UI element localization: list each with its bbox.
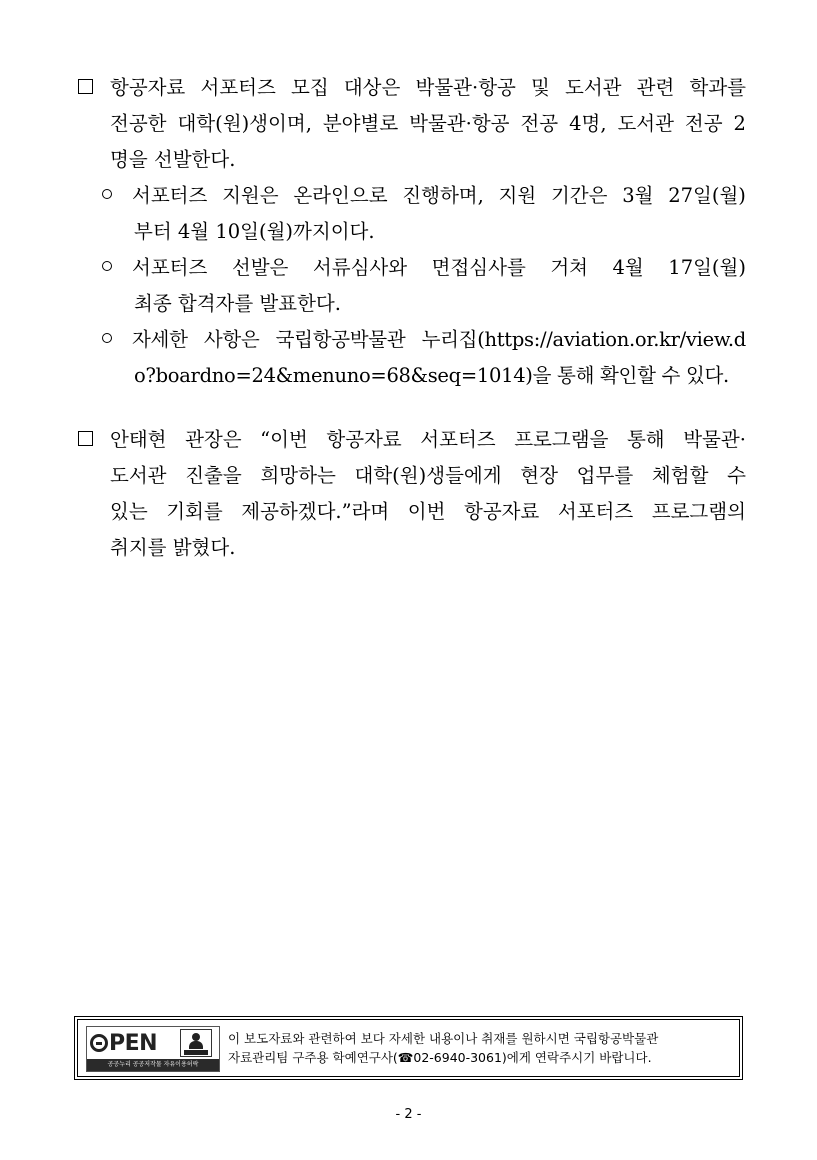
text-line: 전공한 대학(원)생이며, 분야별로 박물관·항공 전공 4명, 도서관 전공 2 bbox=[110, 112, 746, 135]
text-line: 서포터즈 지원은 온라인으로 진행하며, 지원 기간은 3월 27일(월) bbox=[132, 184, 746, 207]
text-line: 항공자료 서포터즈 모집 대상은 박물관·항공 및 도서관 관련 학과를 bbox=[110, 76, 746, 99]
circle-bullet-icon bbox=[102, 333, 112, 343]
text-line: 명을 선발한다. bbox=[110, 148, 236, 171]
open-logo bbox=[90, 1030, 172, 1058]
open-label: PEN bbox=[109, 1031, 158, 1056]
circle-bullet-icon bbox=[102, 261, 112, 271]
square-bullet-icon bbox=[78, 79, 93, 94]
square-bullet-icon bbox=[78, 431, 93, 446]
page-number: - 2 - bbox=[395, 1107, 422, 1122]
text-line: 부터 4월 10일(월)까지이다. bbox=[134, 220, 375, 243]
footer-contact-text bbox=[228, 1029, 658, 1067]
circle-bullet-icon bbox=[102, 189, 112, 199]
kogl-open-badge bbox=[86, 1026, 220, 1072]
text-line: 최종 합격자를 발표한다. bbox=[134, 292, 341, 315]
text-line: 안태현 관장은 “이번 항공자료 서포터즈 프로그램을 통해 박물관· bbox=[110, 428, 746, 451]
open-o-icon bbox=[90, 1034, 108, 1052]
text-line: 있는 기회를 제공하겠다.”라며 이번 항공자료 서포터즈 프로그램의 bbox=[110, 500, 746, 523]
badge-strip-text: 공공누리 공공저작물 자유이용허락 bbox=[87, 1059, 219, 1071]
text-line: o?boardno=24&menuno=68&seq=1014)을 통해 확인할 수 있다. bbox=[134, 364, 729, 387]
footer-line-1: 이 보도자료와 관련하여 보다 자세한 내용이나 취재를 원하시면 국립항공박물관 bbox=[228, 1031, 659, 1046]
footer-line-2: 자료관리팀 구주용 학예연구사(☎02-6940-3061)에게 연락주시기 바랍니다. bbox=[228, 1050, 652, 1065]
contact-footer-box bbox=[77, 1019, 740, 1077]
text-line: 취지를 밝혔다. bbox=[110, 536, 236, 559]
text-line: 서포터즈 선발은 서류심사와 면접심사를 거쳐 4월 17일(월) bbox=[132, 256, 746, 279]
attribution-person-icon bbox=[180, 1029, 212, 1057]
text-line: 자세한 사항은 국립항공박물관 누리집(https://aviation.or.kr/view.d bbox=[132, 328, 746, 351]
text-line: 도서관 진출을 희망하는 대학(원)생들에게 현장 업무를 체험할 수 bbox=[110, 464, 746, 487]
